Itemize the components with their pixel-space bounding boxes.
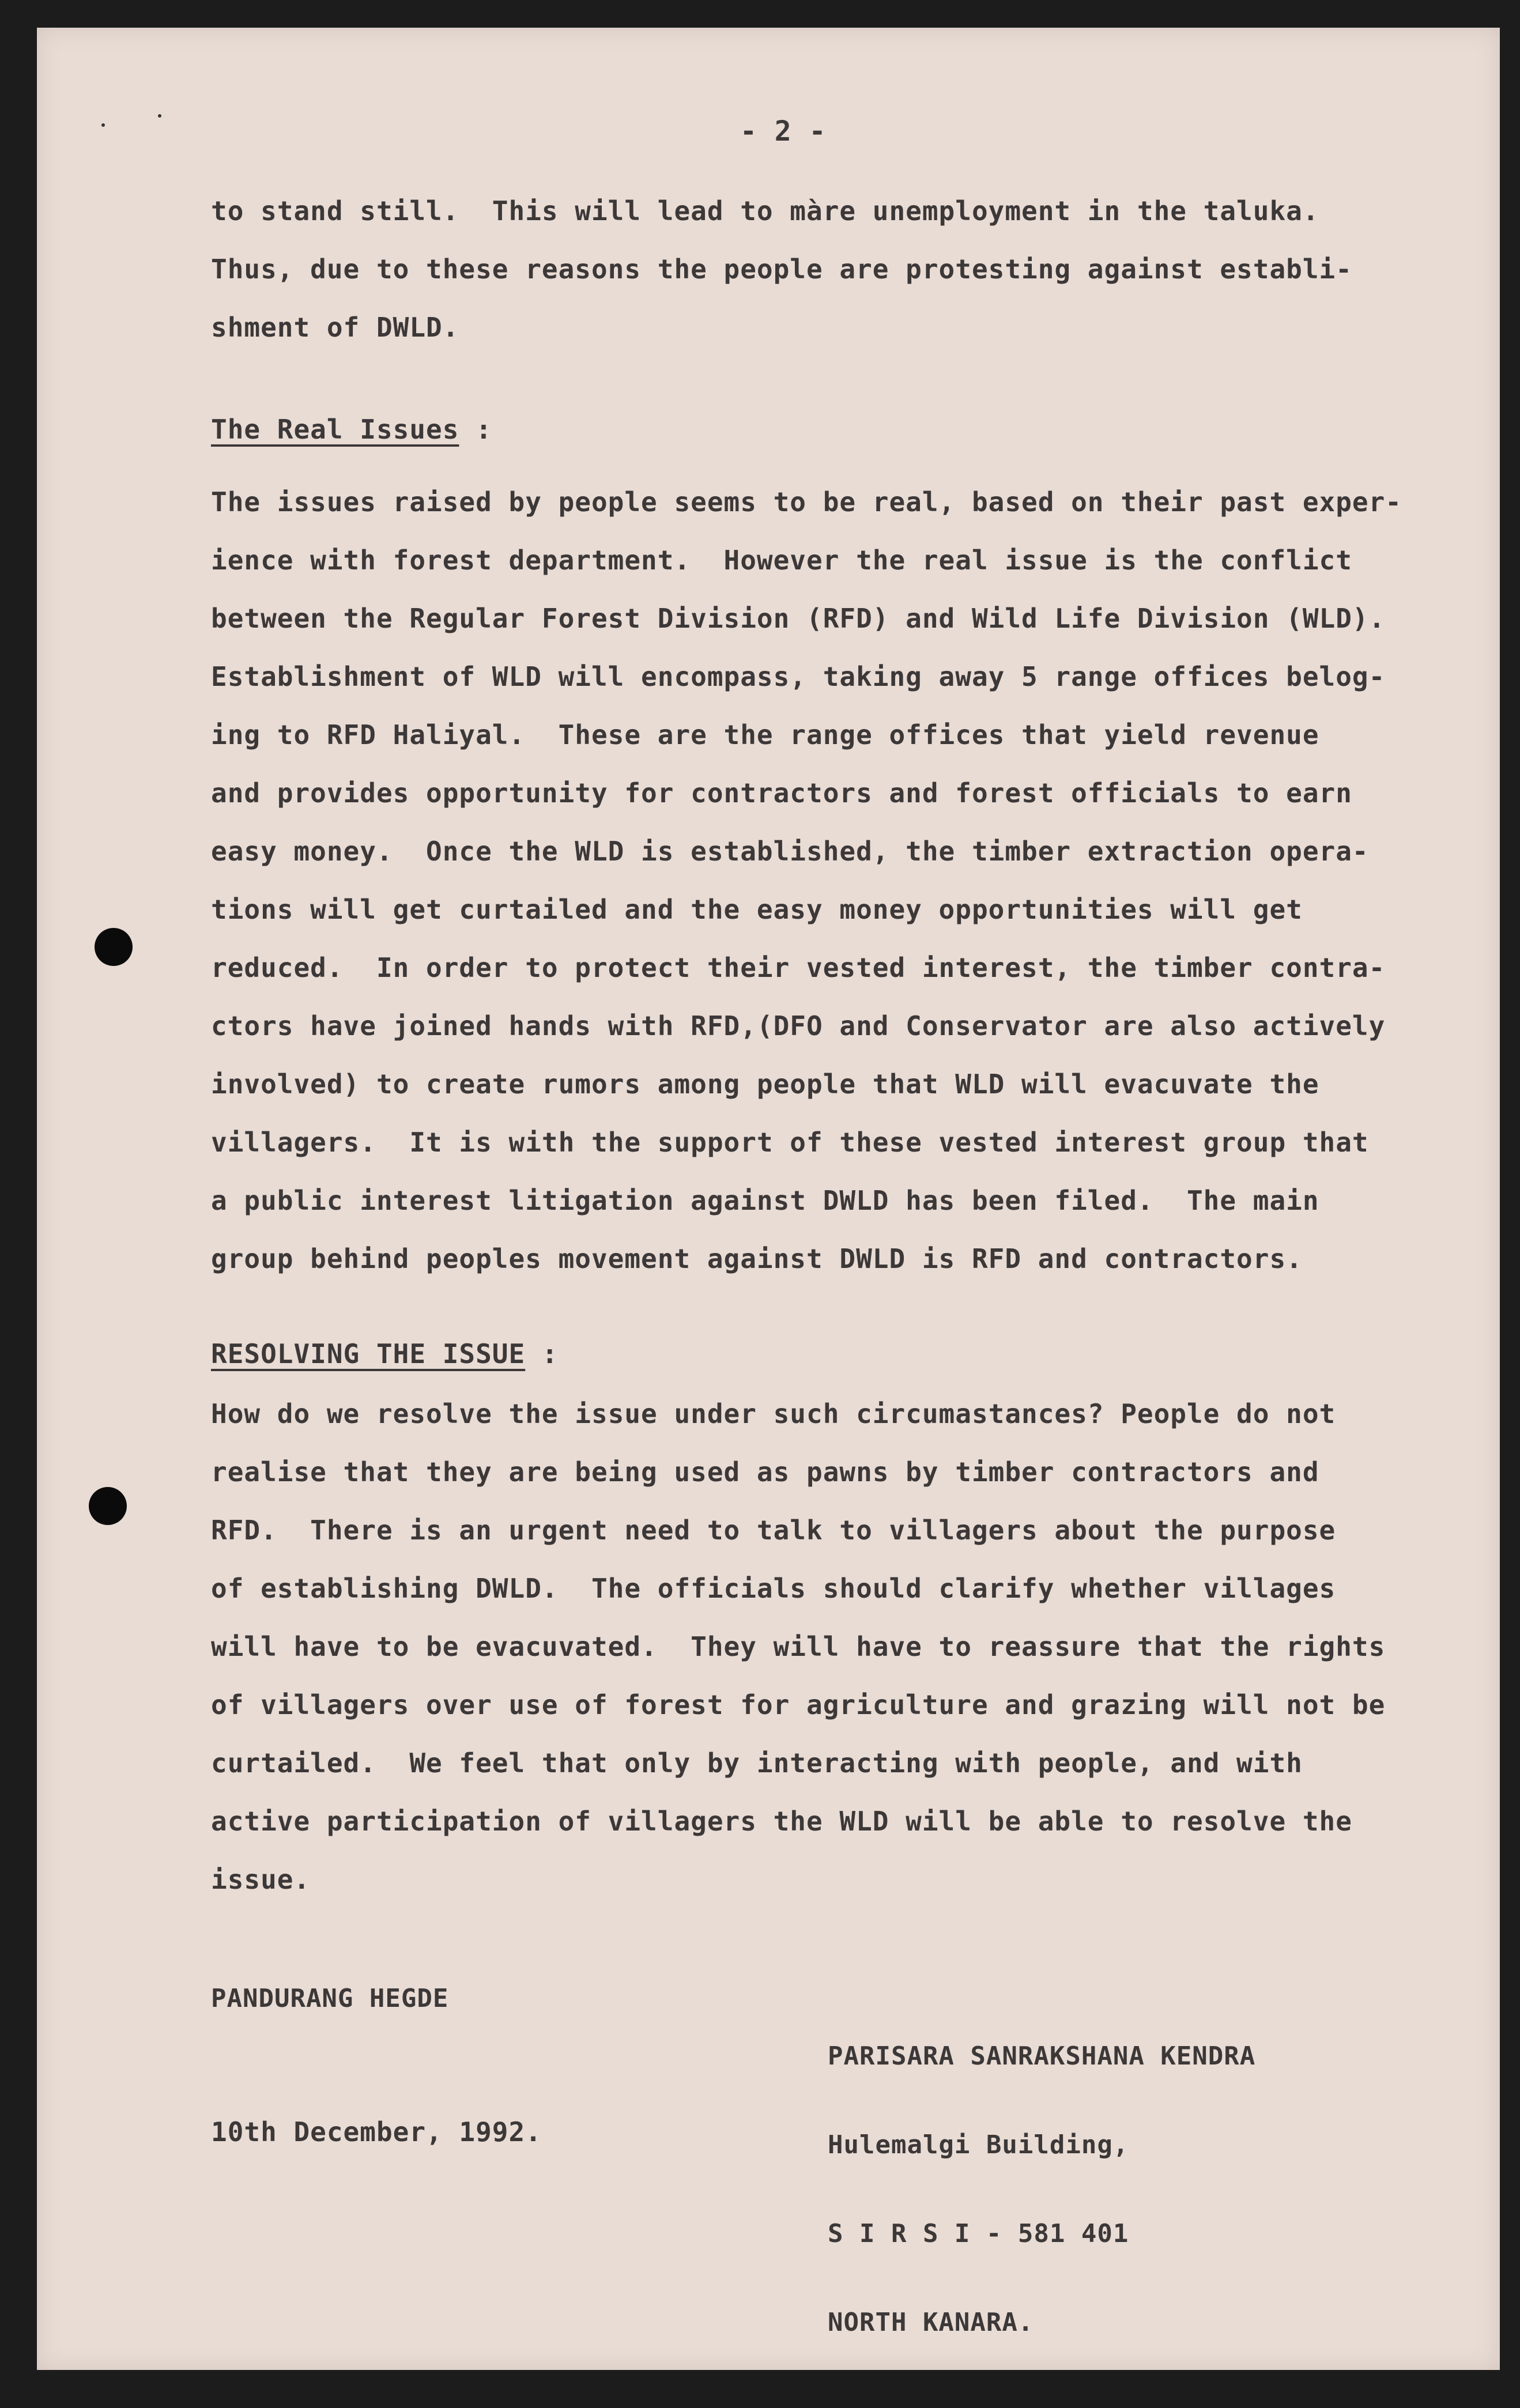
text-line: tions will get curtailed and the easy money opportunities will get: [211, 894, 1303, 925]
text-line: group behind peoples movement against DWLD is RFD and contractors.: [211, 1243, 1303, 1274]
resolving-heading: [211, 1338, 559, 1369]
text-line: RFD. There is an urgent need to talk to villagers about the purpose: [211, 1515, 1336, 1546]
heading-colon: :: [525, 1338, 559, 1369]
ink-speck: [101, 123, 105, 127]
text-line: a public interest litigation against DWLD has been filed. The main: [211, 1185, 1319, 1216]
text-line: ing to RFD Haliyal. These are the range offices that yield revenue: [211, 719, 1319, 750]
real-issues-heading-text: The Real Issues: [211, 414, 459, 445]
letter-date: 10th December, 1992.: [211, 2116, 542, 2147]
text-line: between the Regular Forest Division (RFD) and Wild Life Division (WLD).: [211, 603, 1386, 634]
text-line: How do we resolve the issue under such circumastances? People do not: [211, 1398, 1336, 1429]
text-line: to stand still. This will lead to màre unemployment in the taluka.: [211, 195, 1319, 227]
text-line: The issues raised by people seems to be real, based on their past exper-: [211, 486, 1402, 518]
text-line: active participation of villagers the WLD will be able to resolve the: [211, 1806, 1352, 1837]
resolving-paragraph: [211, 1385, 1385, 1909]
text-line: easy money. Once the WLD is established, the timber extraction opera-: [211, 836, 1369, 867]
page-number: - 2 -: [740, 115, 827, 148]
text-line: of establishing DWLD. The officials should clarify whether villages: [211, 1573, 1336, 1604]
text-line: Thus, due to these reasons the people are protesting against establi-: [211, 254, 1352, 285]
text-line: shment of DWLD.: [211, 312, 459, 343]
text-line: realise that they are being used as pawns by timber contractors and: [211, 1456, 1319, 1488]
punch-hole-top: [95, 928, 133, 966]
signatory-name: PANDURANG HEGDE: [211, 1984, 449, 2013]
text-line: ctors have joined hands with RFD,(DFO and Conservator are also actively: [211, 1010, 1386, 1041]
address-line: Hulemalgi Building,: [828, 2130, 1129, 2160]
text-line: reduced. In order to protect their vested interest, the timber contra-: [211, 952, 1386, 983]
text-line: villagers. It is with the support of these vested interest group that: [211, 1127, 1369, 1158]
text-line: and provides opportunity for contractors and forest officials to earn: [211, 777, 1352, 809]
real-issues-heading: [211, 414, 492, 445]
heading-colon: :: [459, 414, 492, 445]
sender-address: [828, 1983, 1255, 2367]
text-line: involved) to create rumors among people that WLD will evacuvate the: [211, 1069, 1319, 1100]
text-line: ience with forest department. However the real issue is the conflict: [211, 545, 1352, 576]
ink-speck: [158, 114, 161, 118]
real-issues-paragraph: [211, 473, 1402, 1288]
punch-hole-bottom: [89, 1487, 127, 1525]
address-line: NORTH KANARA.: [828, 2308, 1034, 2337]
text-line: curtailed. We feel that only by interacting with people, and with: [211, 1748, 1303, 1779]
text-line: will have to be evacuvated. They will have to reassure that the rights: [211, 1631, 1386, 1662]
text-line: of villagers over use of forest for agriculture and grazing will not be: [211, 1689, 1386, 1720]
resolving-heading-text: RESOLVING THE ISSUE: [211, 1338, 526, 1369]
text-line: Establishment of WLD will encompass, taking away 5 range offices belog-: [211, 661, 1386, 692]
text-line: issue.: [211, 1864, 311, 1895]
address-line: S I R S I - 581 401: [828, 2219, 1129, 2248]
address-line: PARISARA SANRAKSHANA KENDRA: [828, 2041, 1256, 2071]
intro-paragraph: [211, 182, 1352, 357]
